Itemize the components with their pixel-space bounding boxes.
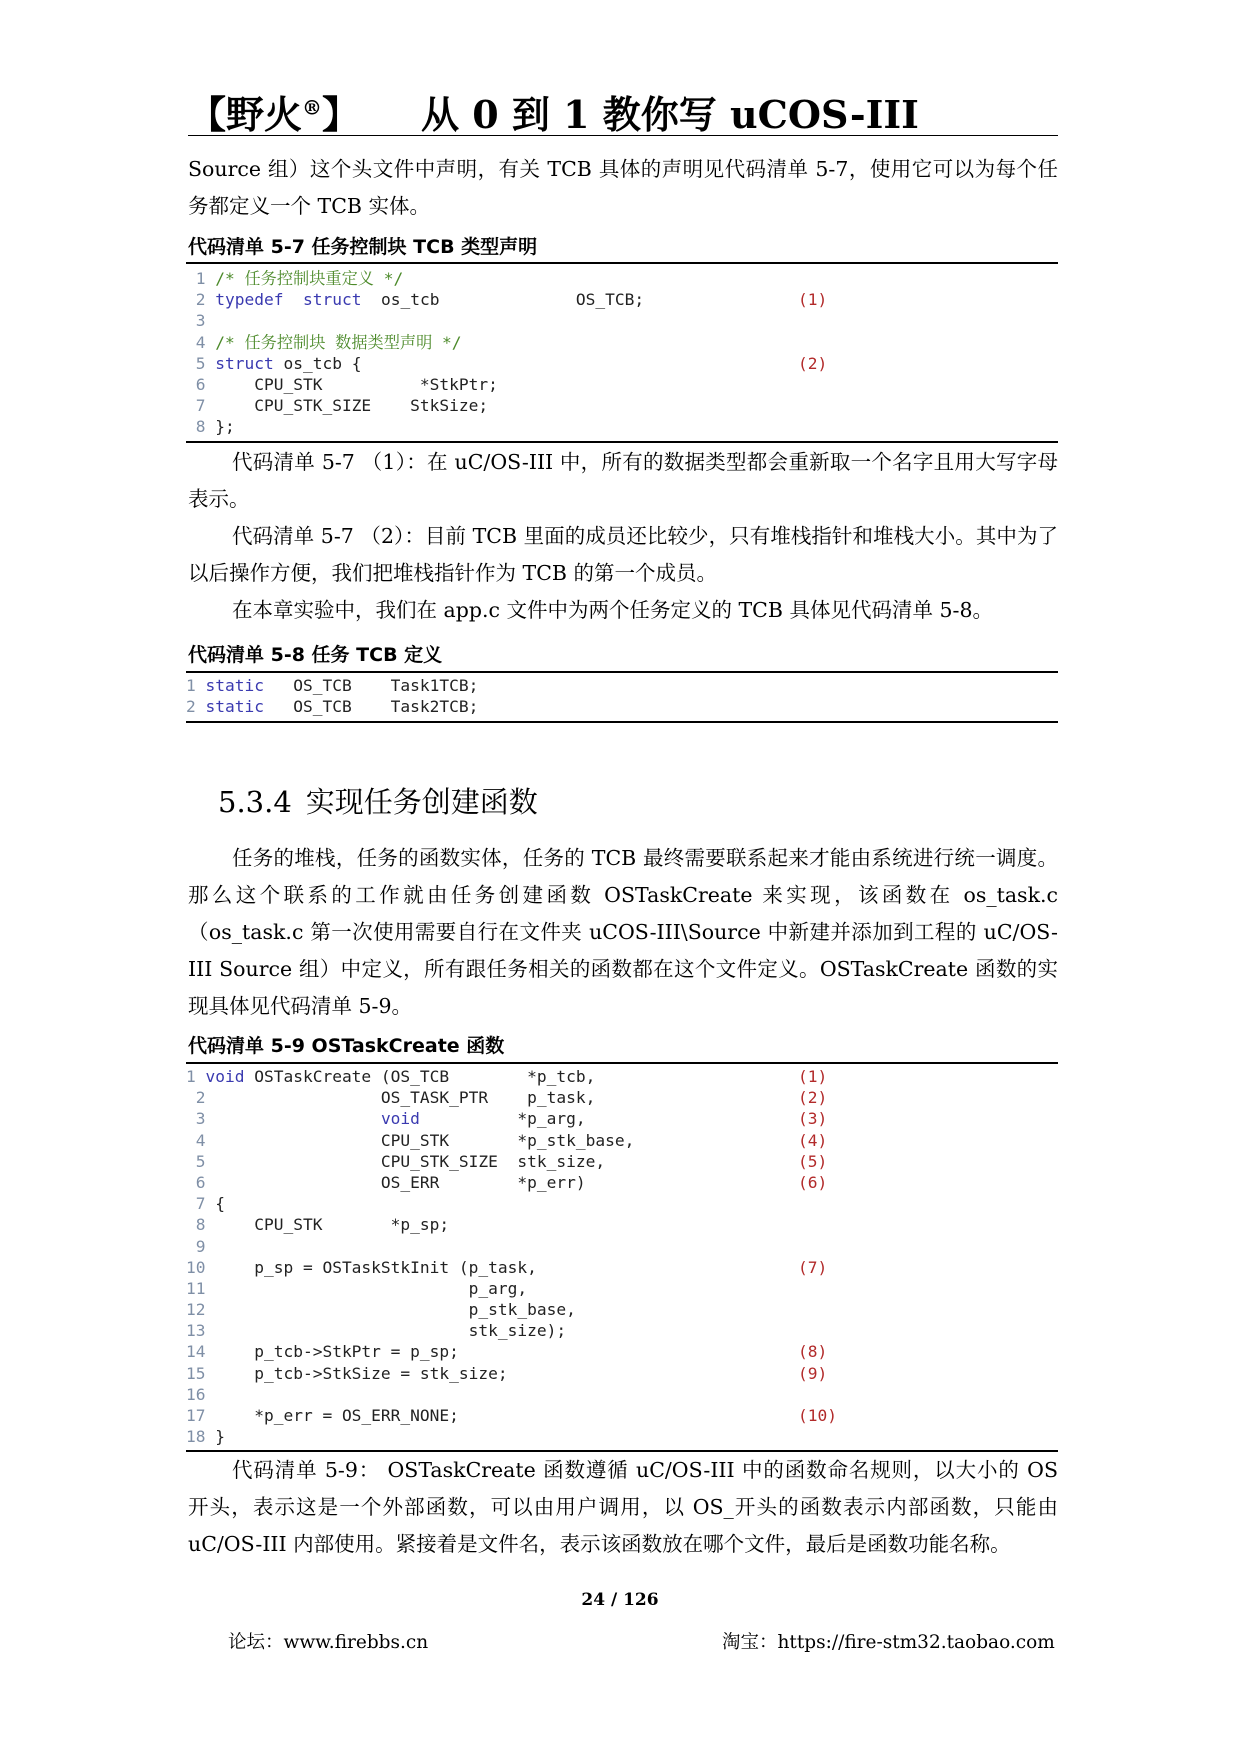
page-header xyxy=(188,84,1058,136)
code-line xyxy=(186,1341,1058,1362)
code-caption-5-7: 代码清单 5-7 任务控制块 TCB 类型声明 xyxy=(188,236,538,258)
code-line xyxy=(186,1236,1058,1257)
section-title: 实现任务创建函数 xyxy=(305,785,538,819)
line-number: 1 xyxy=(186,676,196,695)
code-line xyxy=(186,1426,1058,1447)
paragraph-note-5-7-1: 代码清单 5-7 （1）：在 uC/OS-III 中，所有的数据类型都会重新取一个名字且用大写字母表示。 xyxy=(188,450,1058,511)
line-number: 9 xyxy=(186,1236,206,1256)
annotation-marker: (10) xyxy=(798,1406,837,1425)
code-line xyxy=(186,1151,1058,1172)
code-line xyxy=(186,1172,1058,1193)
code-line xyxy=(186,289,1058,310)
paragraph-tcb-intro: Source 组）这个头文件中声明，有关 TCB 具体的声明见代码清单 5-7，使用它可以为每个任务都定义一个 TCB 实体。 xyxy=(188,157,1058,218)
code-token: typedef xyxy=(215,290,284,310)
code-token xyxy=(206,354,216,373)
line-number: 13 xyxy=(186,1321,206,1341)
code-token xyxy=(196,676,206,695)
code-token: } xyxy=(205,1427,225,1447)
code-token xyxy=(196,1067,206,1086)
code-token: *p_arg, xyxy=(419,1109,586,1129)
footer-forum: 论坛：www.firebbs.cn xyxy=(228,1632,429,1653)
code-block-5-7 xyxy=(186,262,1058,443)
code-token: *p_err = OS_ERR_NONE; xyxy=(205,1406,459,1425)
code-caption-5-8: 代码清单 5-8 任务 TCB 定义 xyxy=(188,644,443,666)
code-line xyxy=(186,1405,1058,1426)
line-number: 7 xyxy=(186,396,206,416)
line-number: 3 xyxy=(186,1109,206,1129)
code-line xyxy=(186,310,1058,331)
line-number: 4 xyxy=(186,1130,206,1150)
code-token: CPU_STK *p_stk_base, xyxy=(205,1130,635,1150)
footer-shop: 淘宝：https://fire-stm32.taobao.com xyxy=(722,1632,1055,1653)
code-token: p_sp = OSTaskStkInit (p_task, xyxy=(205,1257,537,1277)
annotation-marker: (5) xyxy=(798,1151,828,1171)
code-line xyxy=(186,416,1058,437)
code-token: OS_ERR *p_err) xyxy=(205,1172,586,1192)
annotation-marker: (8) xyxy=(798,1342,828,1362)
code-token: os_tcb OS_TCB; xyxy=(361,290,645,310)
code-token: p_tcb->StkPtr = p_sp; xyxy=(205,1342,459,1362)
code-token: p_arg, xyxy=(205,1278,528,1298)
annotation-marker: (9) xyxy=(798,1363,828,1383)
code-block-5-8 xyxy=(186,671,1058,723)
code-line xyxy=(186,268,1058,289)
brand-bracket: 】 xyxy=(322,92,361,137)
line-number: 8 xyxy=(186,1215,206,1235)
line-number: 12 xyxy=(186,1300,206,1320)
section-heading xyxy=(218,780,538,821)
line-number: 6 xyxy=(186,1172,206,1192)
code-line xyxy=(186,1363,1058,1384)
annotation-marker: (7) xyxy=(798,1257,828,1277)
line-number: 4 xyxy=(186,332,206,352)
code-token: struct xyxy=(215,353,274,373)
line-number: 15 xyxy=(186,1363,206,1383)
header-divider xyxy=(188,135,1058,136)
line-number: 2 xyxy=(186,697,196,717)
code-token: OS_TASK_PTR p_task, xyxy=(205,1088,596,1108)
paragraph-app-tcb: 在本章实验中，我们在 app.c 文件中为两个任务定义的 TCB 具体见代码清单 5-8。 xyxy=(232,598,993,622)
code-token: OS_TCB Task2TCB; xyxy=(263,697,479,717)
code-line xyxy=(186,1130,1058,1151)
code-line xyxy=(186,1214,1058,1235)
code-token: struct xyxy=(302,290,362,310)
line-number: 2 xyxy=(186,1088,206,1108)
code-token: p_tcb->StkSize = stk_size; xyxy=(205,1363,508,1383)
code-line xyxy=(186,1299,1058,1320)
code-line xyxy=(186,1108,1058,1129)
book-title: 从 0 到 1 教你写 uCOS-III xyxy=(421,92,919,137)
code-line xyxy=(186,332,1058,353)
line-number: 5 xyxy=(186,353,206,373)
code-token: static xyxy=(205,676,264,695)
line-number: 1 xyxy=(186,269,206,288)
code-token: CPU_STK_SIZE stk_size, xyxy=(205,1151,606,1171)
code-line xyxy=(186,1257,1058,1278)
code-token: os_tcb { xyxy=(273,353,362,373)
line-number: 11 xyxy=(186,1278,206,1298)
line-number: 14 xyxy=(186,1342,206,1362)
code-token: CPU_STK *p_sp; xyxy=(205,1215,450,1235)
code-line xyxy=(186,1278,1058,1299)
line-number: 18 xyxy=(186,1427,206,1447)
code-token: /* 任务控制块 数据类型声明 */ xyxy=(205,332,462,352)
line-number: 1 xyxy=(186,1067,196,1086)
annotation-marker: (1) xyxy=(798,290,828,310)
code-line xyxy=(186,1066,1058,1087)
code-line xyxy=(186,353,1058,374)
code-line xyxy=(186,395,1058,416)
code-line xyxy=(186,1384,1058,1405)
paragraph-note-5-7-2: 代码清单 5-7 （2）：目前 TCB 里面的成员还比较少，只有堆栈指针和堆栈大小。其中为了以后操作方便，我们把堆栈指针作为 TCB 的第一个成员。 xyxy=(188,524,1058,585)
code-line xyxy=(186,1193,1058,1214)
code-line xyxy=(186,675,1058,696)
annotation-marker: (2) xyxy=(798,1088,828,1108)
code-line xyxy=(186,1320,1058,1341)
code-token xyxy=(283,290,303,309)
annotation-marker: (4) xyxy=(798,1130,828,1150)
annotation-marker: (1) xyxy=(798,1067,828,1086)
code-token: }; xyxy=(205,417,235,437)
line-number: 17 xyxy=(186,1406,206,1425)
code-token xyxy=(206,1109,381,1128)
line-number: 5 xyxy=(186,1151,206,1171)
line-number: 2 xyxy=(186,290,206,310)
code-token: void xyxy=(380,1109,420,1129)
code-token: OS_TCB Task1TCB; xyxy=(263,676,479,695)
line-number: 8 xyxy=(186,417,206,437)
line-number: 3 xyxy=(186,311,206,331)
code-token: CPU_STK_SIZE StkSize; xyxy=(205,396,489,416)
annotation-marker: (2) xyxy=(798,353,828,373)
code-token: /* 任务控制块重定义 */ xyxy=(205,269,404,288)
line-number: 10 xyxy=(186,1257,206,1277)
code-block-5-9 xyxy=(186,1062,1058,1452)
code-token: CPU_STK *StkPtr; xyxy=(205,374,498,394)
section-number: 5.3.4 xyxy=(218,785,292,819)
line-number: 16 xyxy=(186,1384,206,1404)
code-token: stk_size); xyxy=(205,1321,567,1341)
code-token: { xyxy=(205,1194,225,1214)
code-token: void xyxy=(205,1067,245,1086)
code-line xyxy=(186,1087,1058,1108)
page-number: 24 / 126 xyxy=(581,1590,659,1610)
annotation-marker: (3) xyxy=(798,1109,828,1129)
code-token xyxy=(196,697,206,716)
brand-label xyxy=(188,84,360,139)
annotation-marker: (6) xyxy=(798,1172,828,1192)
code-token: OSTaskCreate (OS_TCB *p_tcb, xyxy=(244,1067,596,1086)
line-number: 7 xyxy=(186,1194,206,1214)
line-number: 6 xyxy=(186,374,206,394)
paragraph-naming-rule: 代码清单 5-9： OSTaskCreate 函数遵循 uC/OS-III 中的函数命名规则，以大小的 OS 开头，表示这是一个外部函数，可以由用户调用，以 OS_开头的函数表示内部函数，只能由 uC/OS-III 内部使用。紧接着是文件名，表示该函数放在哪个文件，最后是函数功能名称。 xyxy=(188,1458,1058,1556)
registered-mark: ® xyxy=(302,95,323,120)
code-line xyxy=(186,696,1058,717)
code-token xyxy=(206,290,216,309)
paragraph-task-create: 任务的堆栈，任务的函数实体，任务的 TCB 最终需要联系起来才能由系统进行统一调度。那么这个联系的工作就由任务创建函数 OSTaskCreate 来实现，该函数在 os_task.c（os_task.c 第一次使用需要自行在文件夹 uCOS-III\Source 中新建并添加到工程的 uC/OS-III Source 组）中定义，所有跟任务相关的函数都在这个文件定义。OSTaskCreate 函数的实现具体见代码清单 5-9。 xyxy=(188,846,1058,1018)
brand-text: 【野火 xyxy=(188,92,303,137)
code-line xyxy=(186,374,1058,395)
code-token: static xyxy=(205,697,264,717)
code-caption-5-9: 代码清单 5-9 OSTaskCreate 函数 xyxy=(188,1035,505,1057)
code-token: p_stk_base, xyxy=(205,1300,576,1320)
